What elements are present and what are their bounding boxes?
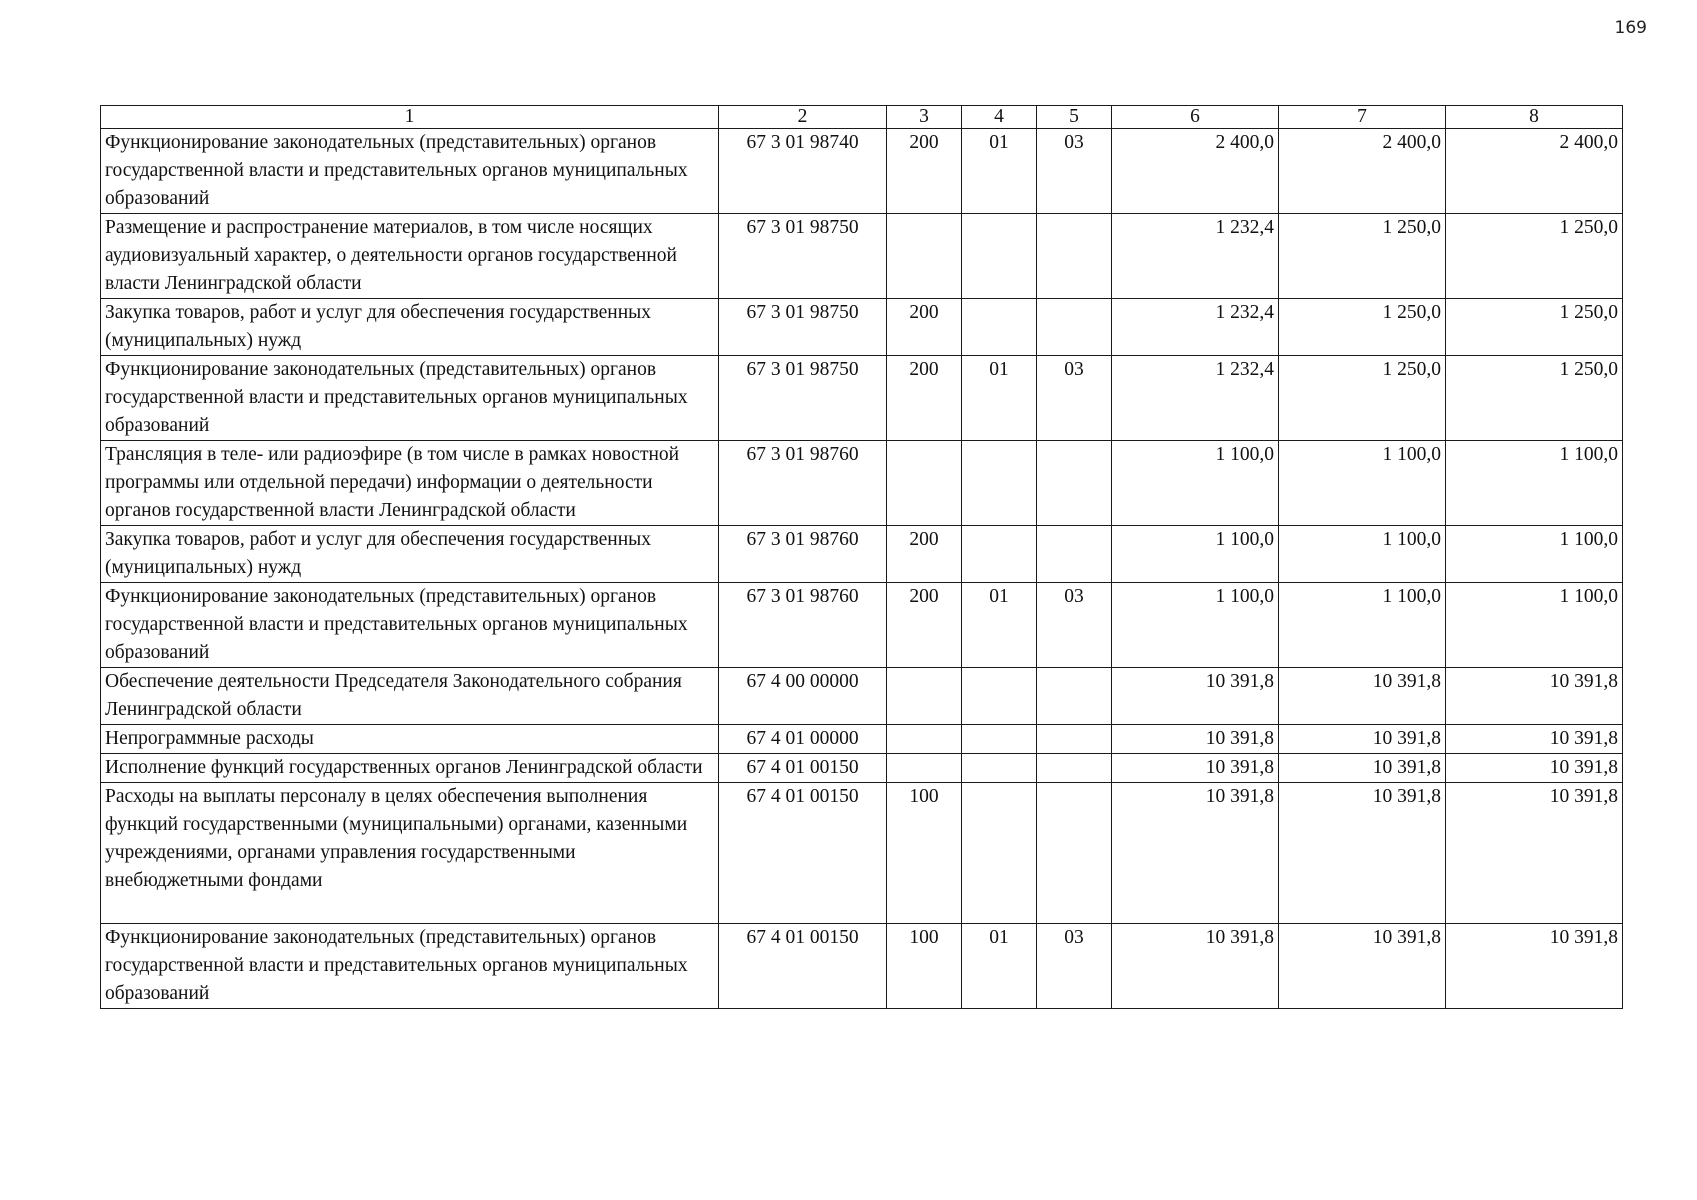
section-cell: 01 — [962, 924, 1037, 1009]
header-cell: 7 — [1279, 106, 1446, 129]
expense-type-cell — [887, 441, 962, 526]
section-cell — [962, 668, 1037, 725]
amount-cell: 2 400,0 — [1446, 129, 1623, 214]
expense-name-cell: Закупка товаров, работ и услуг для обеспечения государственных (муниципальных) нужд — [101, 299, 719, 356]
table-row — [101, 441, 1623, 526]
expense-type-cell: 100 — [887, 783, 962, 924]
expense-type-cell — [887, 754, 962, 783]
amount-cell: 10 391,8 — [1446, 754, 1623, 783]
expense-type-cell: 200 — [887, 526, 962, 583]
amount-cell: 1 250,0 — [1279, 356, 1446, 441]
section-cell: 01 — [962, 356, 1037, 441]
target-code-cell: 67 4 00 00000 — [719, 668, 887, 725]
amount-cell: 10 391,8 — [1112, 783, 1279, 924]
amount-cell: 1 232,4 — [1112, 356, 1279, 441]
section-cell: 01 — [962, 583, 1037, 668]
expense-name-cell: Размещение и распространение материалов, в том числе носящих аудиовизуальный характер, о деятельности органов государственной власти Ленинградской области — [101, 214, 719, 299]
expense-type-cell: 200 — [887, 129, 962, 214]
table-row — [101, 214, 1623, 299]
subsection-cell: 03 — [1037, 129, 1112, 214]
amount-cell: 10 391,8 — [1446, 725, 1623, 754]
amount-cell: 10 391,8 — [1112, 668, 1279, 725]
target-code-cell: 67 4 01 00150 — [719, 754, 887, 783]
subsection-cell — [1037, 668, 1112, 725]
section-cell — [962, 214, 1037, 299]
amount-cell: 1 250,0 — [1279, 299, 1446, 356]
expense-name-cell: Функционирование законодательных (представительных) органов государственной власти и представительных органов муниципальных образований — [101, 924, 719, 1009]
amount-cell: 1 232,4 — [1112, 299, 1279, 356]
amount-cell: 10 391,8 — [1279, 754, 1446, 783]
amount-cell: 1 100,0 — [1446, 583, 1623, 668]
expense-name-cell: Трансляция в теле- или радиоэфире (в том числе в рамках новостной программы или отдельной передачи) информации о деятельности органов государственной власти Ленинградской области — [101, 441, 719, 526]
expense-name-cell: Обеспечение деятельности Председателя Законодательного собрания Ленинградской области — [101, 668, 719, 725]
amount-cell: 1 100,0 — [1279, 526, 1446, 583]
table-row — [101, 668, 1623, 725]
target-code-cell: 67 3 01 98760 — [719, 441, 887, 526]
target-code-cell: 67 3 01 98740 — [719, 129, 887, 214]
amount-cell: 10 391,8 — [1279, 668, 1446, 725]
section-cell — [962, 299, 1037, 356]
amount-cell: 1 232,4 — [1112, 214, 1279, 299]
expense-type-cell: 200 — [887, 299, 962, 356]
amount-cell: 1 250,0 — [1446, 356, 1623, 441]
amount-cell: 1 100,0 — [1112, 583, 1279, 668]
section-cell — [962, 725, 1037, 754]
expense-name-cell: Функционирование законодательных (представительных) органов государственной власти и представительных органов муниципальных образований — [101, 583, 719, 668]
expense-type-cell — [887, 668, 962, 725]
header-cell: 6 — [1112, 106, 1279, 129]
amount-cell: 10 391,8 — [1446, 924, 1623, 1009]
amount-cell: 1 250,0 — [1446, 299, 1623, 356]
budget-table — [100, 105, 1623, 1009]
amount-cell: 10 391,8 — [1112, 924, 1279, 1009]
amount-cell: 1 100,0 — [1446, 441, 1623, 526]
subsection-cell — [1037, 754, 1112, 783]
expense-type-cell — [887, 214, 962, 299]
subsection-cell: 03 — [1037, 356, 1112, 441]
table-row — [101, 583, 1623, 668]
table-row — [101, 725, 1623, 754]
target-code-cell: 67 3 01 98760 — [719, 526, 887, 583]
subsection-cell — [1037, 526, 1112, 583]
expense-name-cell: Исполнение функций государственных органов Ленинградской области — [101, 754, 719, 783]
section-cell — [962, 783, 1037, 924]
expense-type-cell: 100 — [887, 924, 962, 1009]
header-cell: 3 — [887, 106, 962, 129]
budget-table-container — [100, 105, 1622, 1009]
amount-cell: 2 400,0 — [1112, 129, 1279, 214]
target-code-cell: 67 3 01 98750 — [719, 356, 887, 441]
subsection-cell — [1037, 725, 1112, 754]
target-code-cell: 67 3 01 98750 — [719, 214, 887, 299]
section-cell — [962, 441, 1037, 526]
table-row — [101, 783, 1623, 924]
header-row — [101, 106, 1623, 129]
target-code-cell: 67 4 01 00000 — [719, 725, 887, 754]
expense-name-cell: Закупка товаров, работ и услуг для обеспечения государственных (муниципальных) нужд — [101, 526, 719, 583]
target-code-cell: 67 4 01 00150 — [719, 783, 887, 924]
header-cell: 8 — [1446, 106, 1623, 129]
amount-cell: 1 100,0 — [1446, 526, 1623, 583]
section-cell — [962, 754, 1037, 783]
amount-cell: 1 250,0 — [1279, 214, 1446, 299]
section-cell — [962, 526, 1037, 583]
subsection-cell: 03 — [1037, 583, 1112, 668]
header-cell: 2 — [719, 106, 887, 129]
amount-cell: 10 391,8 — [1112, 754, 1279, 783]
target-code-cell: 67 3 01 98750 — [719, 299, 887, 356]
subsection-cell — [1037, 299, 1112, 356]
table-row — [101, 356, 1623, 441]
expense-type-cell: 200 — [887, 583, 962, 668]
header-cell: 5 — [1037, 106, 1112, 129]
expense-name-cell: Функционирование законодательных (представительных) органов государственной власти и представительных органов муниципальных образований — [101, 129, 719, 214]
page-number: 169 — [1614, 18, 1647, 38]
amount-cell: 1 100,0 — [1279, 441, 1446, 526]
subsection-cell — [1037, 441, 1112, 526]
expense-type-cell — [887, 725, 962, 754]
table-row — [101, 526, 1623, 583]
table-row — [101, 924, 1623, 1009]
header-cell: 1 — [101, 106, 719, 129]
target-code-cell: 67 4 01 00150 — [719, 924, 887, 1009]
subsection-cell: 03 — [1037, 924, 1112, 1009]
expense-name-cell: Непрограммные расходы — [101, 725, 719, 754]
section-cell: 01 — [962, 129, 1037, 214]
subsection-cell — [1037, 783, 1112, 924]
amount-cell: 1 100,0 — [1279, 583, 1446, 668]
amount-cell: 10 391,8 — [1446, 783, 1623, 924]
amount-cell: 10 391,8 — [1279, 783, 1446, 924]
amount-cell: 1 100,0 — [1112, 441, 1279, 526]
expense-name-cell: Функционирование законодательных (представительных) органов государственной власти и представительных органов муниципальных образований — [101, 356, 719, 441]
table-row — [101, 754, 1623, 783]
target-code-cell: 67 3 01 98760 — [719, 583, 887, 668]
subsection-cell — [1037, 214, 1112, 299]
amount-cell: 10 391,8 — [1446, 668, 1623, 725]
table-row — [101, 129, 1623, 214]
header-cell: 4 — [962, 106, 1037, 129]
expense-name-cell: Расходы на выплаты персоналу в целях обеспечения выполнения функций государственными (муниципальными) органами, казенными учреждениями, органами управления государственными внебюджетными фондами — [101, 783, 719, 924]
amount-cell: 10 391,8 — [1279, 924, 1446, 1009]
amount-cell: 1 100,0 — [1112, 526, 1279, 583]
amount-cell: 10 391,8 — [1279, 725, 1446, 754]
amount-cell: 10 391,8 — [1112, 725, 1279, 754]
amount-cell: 1 250,0 — [1446, 214, 1623, 299]
expense-type-cell: 200 — [887, 356, 962, 441]
amount-cell: 2 400,0 — [1279, 129, 1446, 214]
table-row — [101, 299, 1623, 356]
